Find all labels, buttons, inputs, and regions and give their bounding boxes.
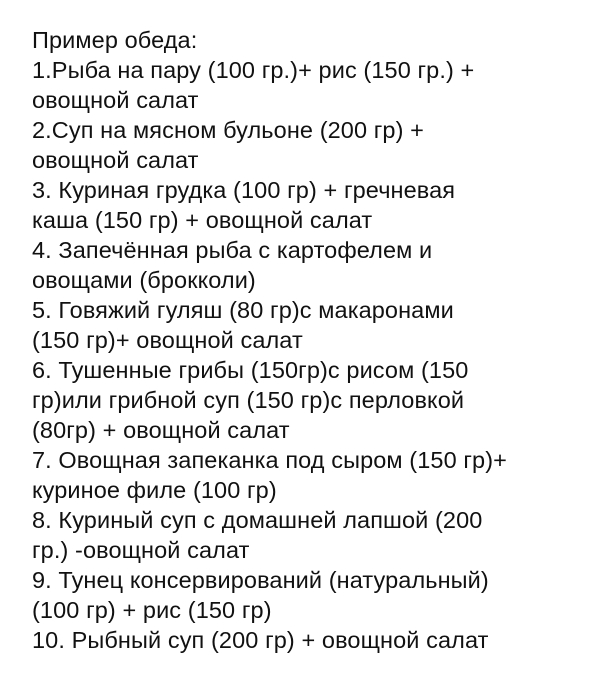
item-1-line-2: овощной салат xyxy=(32,87,199,113)
item-8-line-2: гр.) -овощной салат xyxy=(32,537,250,563)
list-item xyxy=(32,235,592,295)
item-10-line-1: 10. Рыбный суп (200 гр) + овощной салат xyxy=(32,627,489,653)
item-6-line-2: гр)или грибной суп (150 гр)с перловкой xyxy=(32,387,465,413)
item-1-line-1: 1.Рыба на пару (100 гр.)+ рис (150 гр.) + xyxy=(32,57,475,83)
list-item xyxy=(32,175,592,235)
list-item xyxy=(32,565,592,625)
list-item xyxy=(32,295,592,355)
item-4-line-1: 4. Запечённая рыба с картофелем и xyxy=(32,237,433,263)
item-6-line-3: (80гр) + овощной салат xyxy=(32,417,290,443)
list-item xyxy=(32,55,592,115)
document-title: Пример обеда: xyxy=(32,27,198,53)
item-9-line-2: (100 гр) + рис (150 гр) xyxy=(32,597,272,623)
item-5-line-1: 5. Говяжий гуляш (80 гр)с макаронами xyxy=(32,297,454,323)
item-4-line-2: овощами (брокколи) xyxy=(32,267,256,293)
item-9-line-1: 9. Тунец консервирований (натуральный) xyxy=(32,567,489,593)
list-item xyxy=(32,115,592,175)
item-8-line-1: 8. Куриный суп с домашней лапшой (200 xyxy=(32,507,483,533)
list-item xyxy=(32,505,592,565)
list-item xyxy=(32,625,592,655)
lunch-example-document xyxy=(32,25,592,655)
list-item xyxy=(32,355,592,445)
item-2-line-2: овощной салат xyxy=(32,147,199,173)
list-item xyxy=(32,445,592,505)
item-7-line-1: 7. Овощная запеканка под сыром (150 гр)+ xyxy=(32,447,507,473)
item-5-line-2: (150 гр)+ овощной салат xyxy=(32,327,303,353)
item-3-line-2: каша (150 гр) + овощной салат xyxy=(32,207,373,233)
item-7-line-2: куриное филе (100 гр) xyxy=(32,477,277,503)
item-3-line-1: 3. Куриная грудка (100 гр) + гречневая xyxy=(32,177,456,203)
item-2-line-1: 2.Суп на мясном бульоне (200 гр) + xyxy=(32,117,424,143)
item-6-line-1: 6. Тушенные грибы (150гр)с рисом (150 xyxy=(32,357,469,383)
